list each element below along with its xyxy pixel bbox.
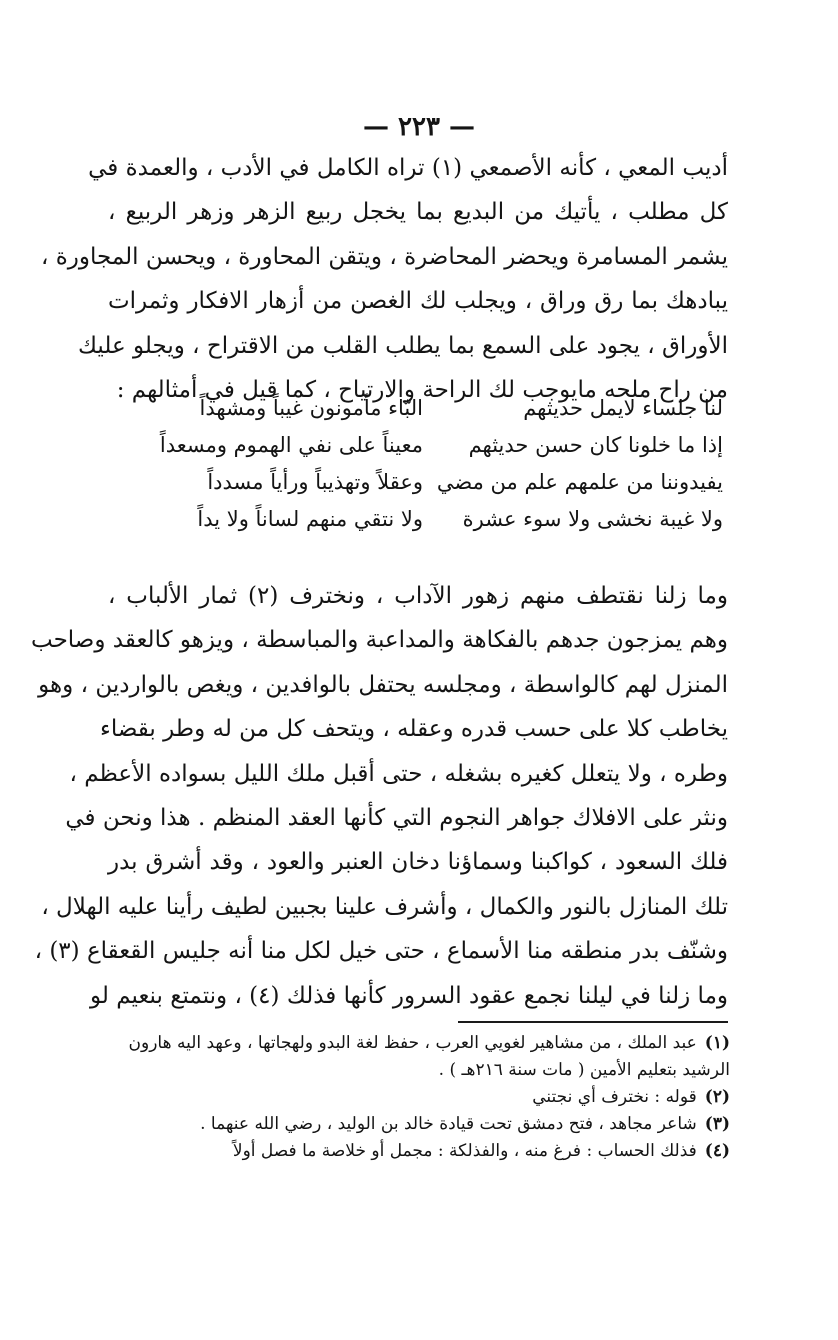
footnote-number: (٤) <box>704 1141 730 1161</box>
footnote <box>108 1138 730 1165</box>
text-line: يبادهك بما رق وراق ، ويجلب لك الغصن من أزهار الافكار وثمرات <box>108 288 728 315</box>
verse-line <box>148 464 723 501</box>
footnote-divider <box>458 1021 728 1023</box>
text-line: المنزل لهم كالواسطة ، ومجلسه يحتفل بالوافدين ، ويغص بالواردين ، وهو <box>38 671 728 698</box>
text-line: تلك المنازل بالنور والكمال ، وأشرف علينا بجبين لطيف رأينا عليه الهلال ، <box>41 893 728 920</box>
text-line: وهم يمزجون جدهم بالفكاهة والمداعبة والمباسطة ، ويزهو كالعقد وصاحب <box>31 627 728 654</box>
text-line: كل مطلب ، يأتيك من البديع بما يخجل ربيع الزهر وزهر الربيع ، <box>108 199 728 226</box>
footnotes <box>108 1030 730 1165</box>
text-line: وطره ، ولا يتعلل كغيره بشغله ، حتى أقبل ملك الليل بسواده الأعظم ، <box>69 760 728 787</box>
text-line: فلك السعود ، كواكبنا وسماؤنا دخان العنبر والعود ، وقد أشرق بدر <box>108 849 728 876</box>
verse-second-hemistich: ولا نتقي منهم لساناً ولا يداً <box>197 507 423 531</box>
footnote-number: (٣) <box>704 1114 730 1134</box>
verse-first-hemistich: إذا ما خلونا كان حسن حديثهم <box>468 433 723 457</box>
footnote <box>108 1084 730 1111</box>
verse-first-hemistich: يفيدوننا من علمهم علم من مضي <box>436 470 723 494</box>
text-line: وشنّف بدر منطقه منا الأسماع ، حتى خيل لكل منا أنه جليس القعقاع (٣) ، <box>34 938 728 965</box>
text-line: يشمر المسامرة ويحضر المحاضرة ، ويتقن المحاورة ، ويحسن المجاورة ، <box>41 243 728 270</box>
verse-second-hemistich: معيناً على نفي الهموم ومسعداً <box>159 433 423 457</box>
verse-line <box>148 427 723 464</box>
text-line: يخاطب كلا على حسب قدره وعقله ، ويتحف كل من له وطر بقضاء <box>100 716 728 743</box>
footnote-number: (٢) <box>704 1087 730 1107</box>
footnote-text: عبد الملك ، من مشاهير لغويي العرب ، حفظ لغة البدو ولهجاتها ، وعهد اليه هارون الرشيد بتعليم الأمين ( مات سنة ٢١٦هـ ) . <box>128 1033 730 1080</box>
verse-line <box>148 501 723 538</box>
footnote-text: شاعر مجاهد ، فتح دمشق تحت قيادة خالد بن الوليد ، رضي الله عنهما . <box>200 1114 697 1134</box>
verse-second-hemistich: وعقلاً وتهذيباً ورأياً مسدداً <box>207 470 423 494</box>
footnote <box>108 1111 730 1138</box>
footnote-text: فذلك الحساب : فرغ منه ، والفذلكة : مجمل أو خلاصة ما فصل أولاً <box>232 1141 697 1161</box>
text-line: الأوراق ، يجود على السمع بما يطلب القلب من الاقتراح ، ويجلو عليك <box>78 332 728 359</box>
text-line: من راح ملحه مايوجب لك الراحة والارتياح ، كما قيل في أمثالهم : <box>116 376 728 403</box>
verse-first-hemistich: لنا جلساء لايمل حديثهم <box>523 396 723 420</box>
verse-line <box>148 390 723 427</box>
text-line: أديب المعي ، كأنه الأصمعي (١) تراه الكامل في الأدب ، والعمدة في <box>88 155 728 181</box>
text-line: وما زلنا نقتطف منهم زهور الآداب ، ونخترف (٢) ثمار الألباب ، <box>108 583 728 609</box>
footnote-number: (١) <box>704 1033 730 1053</box>
text-line: ونثر على الافلاك جواهر النجوم التي كأنها العقد المنظم . هذا ونحن في <box>65 804 728 831</box>
poem-verses <box>148 390 723 538</box>
footnote <box>108 1030 730 1084</box>
verse-second-hemistich: البّاء مأمونون غيباً ومشهداً <box>199 396 423 420</box>
paragraph-1 <box>41 146 728 412</box>
paragraph-2 <box>31 574 728 1018</box>
verse-first-hemistich: ولا غيبة نخشى ولا سوء عشرة <box>462 507 723 531</box>
page-number: — ٢٢٣ — <box>362 112 476 142</box>
text-line: وما زلنا في ليلنا نجمع عقود السرور كأنها فذلك (٤) ، ونتمتع بنعيم لو <box>90 982 728 1009</box>
footnote-text: قوله : نخترف أي نجتني <box>532 1087 697 1107</box>
